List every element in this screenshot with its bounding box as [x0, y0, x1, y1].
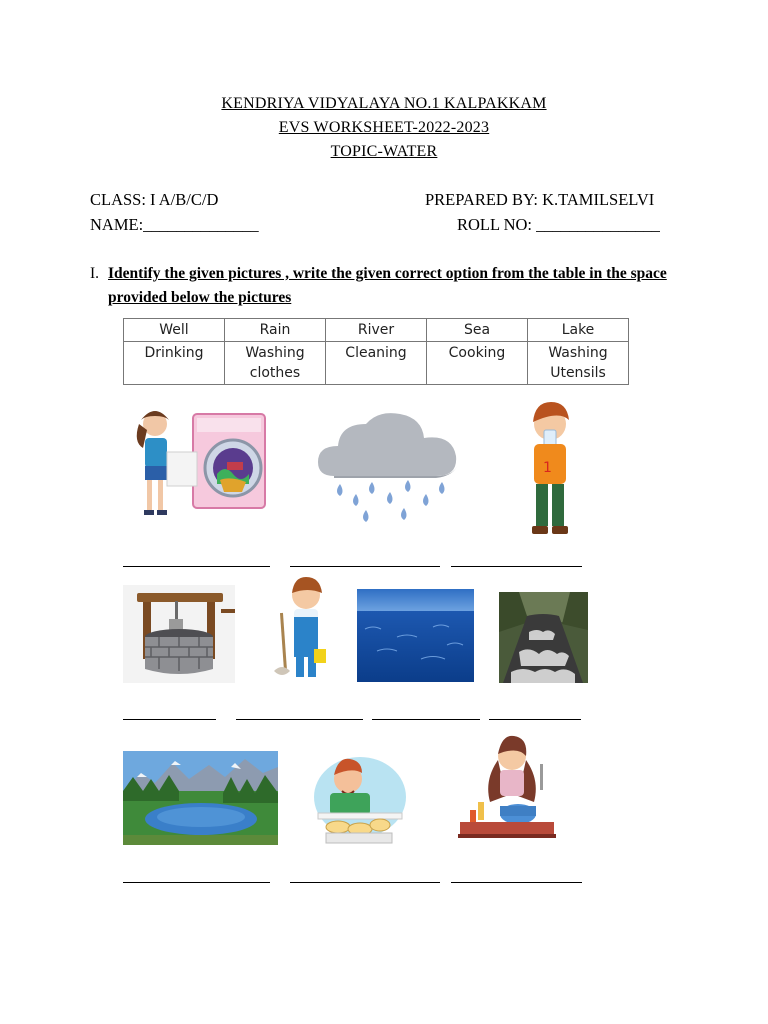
answer-blank[interactable] [123, 719, 216, 720]
table-cell: Sea [427, 319, 528, 342]
washing-machine-girl-icon [125, 400, 270, 525]
worksheet-title: EVS WORKSHEET-2022-2023 [278, 119, 490, 136]
prepared-by-label: PREPARED BY: K.TAMILSELVI [425, 190, 655, 209]
name-field: NAME:______________ [90, 215, 259, 234]
boy-drinking-icon [520, 400, 580, 538]
table-cell: Washing Utensils [528, 342, 629, 385]
lake-icon [123, 751, 278, 845]
answer-blank[interactable] [372, 719, 480, 720]
question-number: I. [90, 265, 100, 282]
options-table [123, 318, 629, 385]
answer-blank[interactable] [290, 882, 440, 883]
table-row [124, 342, 629, 385]
answer-blank[interactable] [489, 719, 581, 720]
well-icon [123, 585, 235, 683]
table-cell: Drinking [124, 342, 225, 385]
question-instruction [90, 262, 690, 310]
question-text: Identify the given pictures , write the given correct option from the table in the space provided below the pictures [108, 265, 667, 306]
school-title: KENDRIYA VIDYALAYA NO.1 KALPAKKAM [221, 95, 547, 112]
woman-cooking-icon [458, 734, 556, 844]
table-cell: Rain [225, 319, 326, 342]
table-cell: Well [124, 319, 225, 342]
topic-title: TOPIC-WATER [330, 143, 438, 160]
answer-blank[interactable] [123, 882, 270, 883]
table-cell: River [326, 319, 427, 342]
table-cell: Lake [528, 319, 629, 342]
boy-mopping-icon [270, 577, 330, 685]
roll-no-field: ROLL NO: _______________ [457, 215, 660, 234]
table-cell: Cleaning [326, 342, 427, 385]
washing-utensils-icon [308, 753, 408, 845]
table-row [124, 319, 629, 342]
sea-icon [357, 589, 474, 682]
class-label: CLASS: I A/B/C/D [90, 190, 219, 209]
svg-text:1: 1 [543, 460, 552, 476]
answer-blank[interactable] [236, 719, 363, 720]
table-cell: Cooking [427, 342, 528, 385]
answer-blank[interactable] [451, 566, 582, 567]
answer-blank[interactable] [123, 566, 270, 567]
river-icon [499, 592, 588, 683]
answer-blank[interactable] [451, 882, 582, 883]
rain-cloud-icon [316, 410, 471, 530]
answer-blank[interactable] [290, 566, 440, 567]
table-cell: Washing clothes [225, 342, 326, 385]
